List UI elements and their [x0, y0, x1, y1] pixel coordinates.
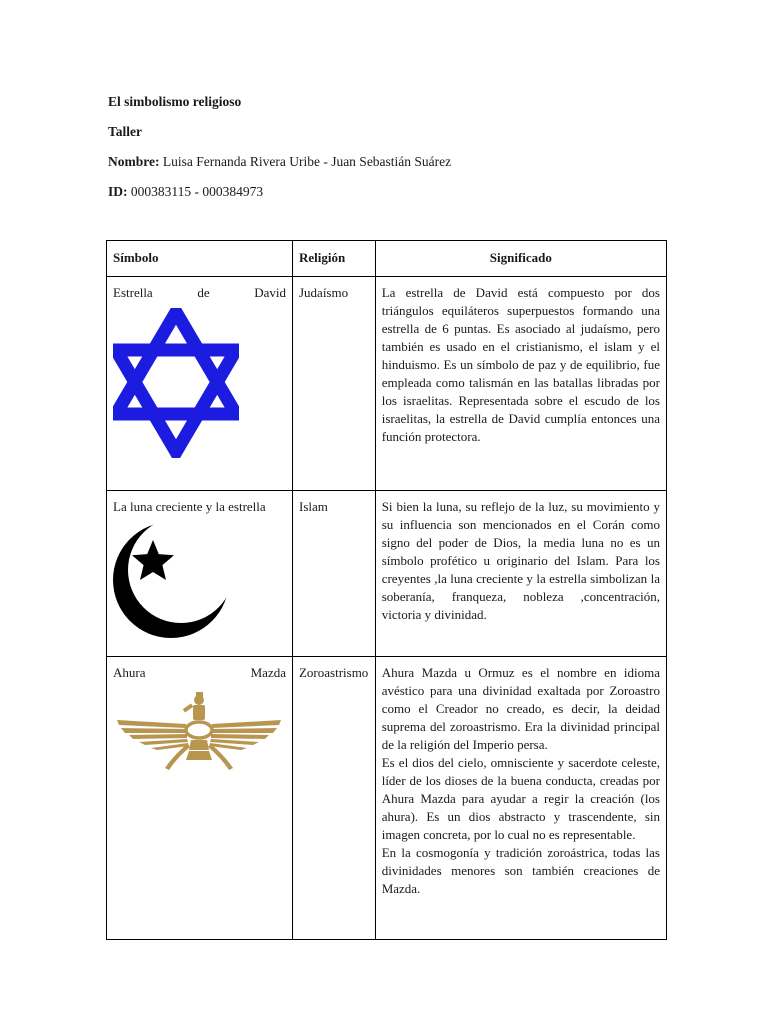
- name-line: [108, 152, 451, 182]
- religion-cell: Judaísmo: [292, 277, 375, 491]
- symbol-cell: [107, 277, 293, 491]
- crescent-star-icon: [113, 520, 233, 640]
- symbol-cell: [107, 491, 293, 657]
- table-row: [107, 277, 667, 491]
- meaning-paragraph: En la cosmogonía y tradición zoroástrica, todas las divinidades menores son también creaciones de Mazda.: [381, 845, 660, 896]
- header-meaning: Significado: [375, 241, 666, 277]
- religion-cell: Islam: [292, 491, 375, 657]
- table-row: [107, 491, 667, 657]
- name-label: Nombre:: [108, 154, 160, 169]
- star-of-david-icon: [113, 308, 239, 458]
- id-value: 000383115 - 000384973: [130, 184, 264, 199]
- document-header: [108, 92, 451, 212]
- id-label: ID:: [108, 184, 128, 199]
- meaning-paragraph: Es el dios del cielo, omnisciente y sacerdote celeste, líder de los dioses de la buena conducta, creadas por Ahura Mazda para ayudar a regir la creación (los ahura). Es un dios abstracto y trascendente, sin imagen concreta, por lo cual no es representable.: [381, 755, 660, 842]
- symbol-label: La luna creciente y la estrella: [113, 499, 266, 514]
- symbol-label: Estrella de David: [113, 285, 286, 300]
- document-title: El simbolismo religioso: [108, 94, 242, 109]
- header-symbol: Símbolo: [107, 241, 293, 277]
- table-row: [107, 657, 667, 940]
- meaning-cell: Si bien la luna, su reflejo de la luz, su movimiento y su influencia son mencionados en el Corán como signo del poder de Dios, la media luna no es un símbolo profético u originario del Islam. Para los creyentes ,la luna creciente y la estrella simbolizan la soberanía, franqueza, nobleza ,concentración, victoria y divinidad.: [375, 491, 666, 657]
- meaning-cell: [375, 657, 666, 940]
- symbol-cell: [107, 657, 293, 940]
- symbols-table: [106, 240, 667, 940]
- meaning-paragraph: Ahura Mazda u Ormuz es el nombre en idioma avéstico para una divinidad exaltada por Zoroastro como el Creador no creado, es decir, la deidad suprema del zoroastrismo. Era la divinidad principal de la religión del Imperio persa.: [381, 665, 660, 752]
- name-value: Luisa Fernanda Rivera Uribe - Juan Sebastián Suárez: [162, 154, 452, 169]
- religion-cell: Zoroastrismo: [292, 657, 375, 940]
- table-header-row: [107, 241, 667, 277]
- document-subtitle: Taller: [108, 124, 143, 139]
- id-line: [108, 182, 451, 212]
- faravahar-icon: [113, 684, 285, 774]
- header-religion: Religión: [292, 241, 375, 277]
- meaning-cell: La estrella de David está compuesto por dos triángulos equiláteros superpuestos formando una estrella de 6 puntas. Es asociado al judaísmo, pero también es usado en el cristianismo, el islam y el hinduismo. Es un símbolo de paz y de equilibrio, fue empleada como talismán en las batallas libradas por los israelitas. Representada sobre el escudo de los israelitas, la estrella de David cumplía entonces una función protectora.: [375, 277, 666, 491]
- symbol-label: Ahura Mazda: [113, 665, 286, 680]
